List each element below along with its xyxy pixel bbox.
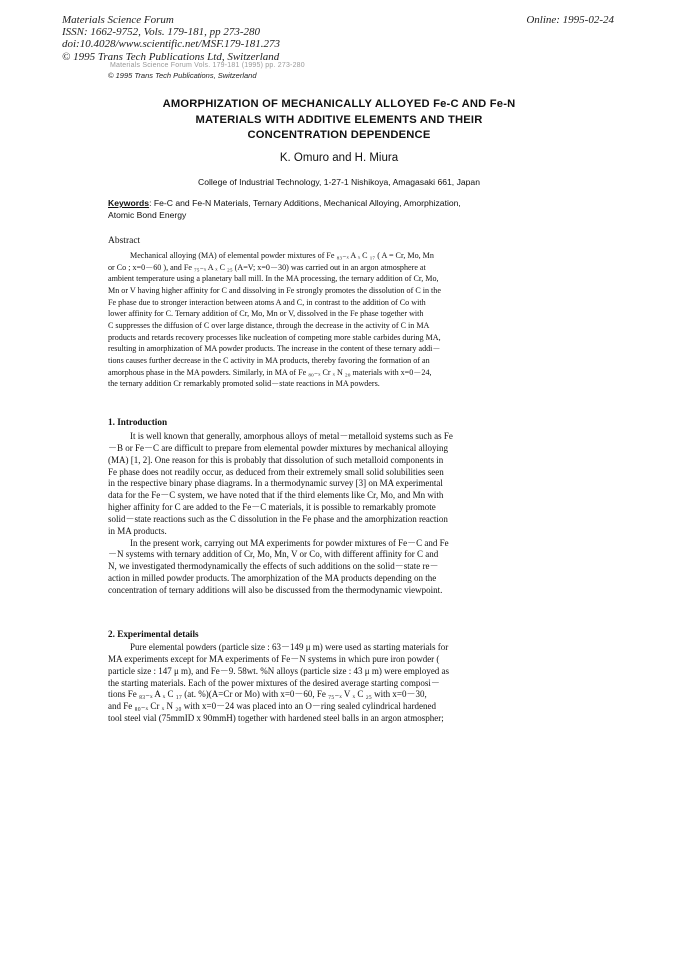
abstract-heading: Abstract <box>108 236 141 246</box>
copyright-line: © 1995 Trans Tech Publications Ltd, Switzerland <box>62 50 280 63</box>
keywords-text: : Fe-C and Fe-N Materials, Ternary Additions, Mechanical Alloying, Amorphization, <box>149 198 461 208</box>
abstract-line: products and retards recovery processes like nucleation of competing more stable carbides during MA, <box>108 332 441 342</box>
faint-citation-line: Materials Science Forum Vols. 179-181 (1995) pp. 273-280 <box>110 62 305 69</box>
body-line: It is well known that generally, amorphous alloys of metal－metalloid systems such as Fe <box>130 431 453 441</box>
body-line: Pure elemental powders (particle size : 63－149 μ m) were used as starting materials for <box>130 642 449 652</box>
abstract-body <box>108 250 542 390</box>
body-line: N, we investigated thermodynamically the effects of such additions on the solid－state re－ <box>108 561 439 572</box>
body-line: (MA) [1, 2]. One reason for this is probably that dissolution of such metalloid components in <box>108 454 444 465</box>
body-line: higher affinity for C are added to the Fe－C materials, it is possible to remarkably promote <box>108 502 436 513</box>
keywords <box>108 198 540 221</box>
body-line: solid－state reactions such as the C dissolution in the Fe phase and the amorphization reaction <box>108 513 448 524</box>
authors: K. Omuro and H. Miura <box>279 152 399 164</box>
title-line: MATERIALS WITH ADDITIVE ELEMENTS AND THEIR <box>195 113 483 126</box>
journal-header <box>62 14 280 63</box>
title-line: CONCENTRATION DEPENDENCE <box>247 129 431 141</box>
abstract-line: the ternary addition Cr remarkably promoted solid－state reactions in MA powders. <box>108 379 380 389</box>
body-line: －B or Fe－C are difficult to prepare from elemental powder mixtures by mechanical alloying <box>108 442 448 453</box>
body-line: and Fe ₈₀₋ₓ Cr ₓ N ₂₀ with x=0－24 was placed into an O－ring sealed cylindrical hardened <box>108 701 437 712</box>
online-date: Online: 1995-02-24 <box>526 14 614 26</box>
issn-line: ISSN: 1662-9752, Vols. 179-181, pp 273-280 <box>62 26 260 39</box>
abstract-line: Fe phase due to stronger interaction between atoms A and C, in contrast to the addition of Co with <box>108 297 426 307</box>
body-line: action in milled powder products. The amorphization of the MA products depending on the <box>108 573 437 584</box>
abstract-line: or Co ; x=0－60 ), and Fe ₇₅₋ₓ A ₓ C ₂₅ (A=V; x=0－30) was carried out in an argon atmosphere at <box>108 262 426 272</box>
section-heading-experimental: 2. Experimental details <box>108 629 199 639</box>
abstract-line: resulting in amorphization of MA powder products. The increase in the content of these ternary addi－ <box>108 344 441 354</box>
introduction-body <box>108 431 542 597</box>
body-line: the starting materials. Each of the power mixtures of the desired average starting composi－ <box>108 677 440 688</box>
abstract-line: amorphous phase in the MA powders. Similarly, in MA of Fe ₈₀₋ₓ Cr ₓ N ₂₀ materials with x=0－24, <box>108 367 432 377</box>
abstract-line: lower affinity for C. Ternary addition of Cr, Mo, Mn or V, dissolved in the Fe phase together with <box>108 309 424 319</box>
body-line: MA experiments except for MA experiments of Fe－N systems in which pure iron powder ( <box>108 653 440 664</box>
body-line: in the respective binary phase diagrams. In a thermodynamic survey [3] on MA experimental <box>108 478 443 489</box>
body-line: In the present work, carrying out MA experiments for powder mixtures of Fe－C and Fe <box>130 537 449 548</box>
abstract-line: tions causes further decrease in the C activity in MA products, thereby favoring the formation of an <box>108 355 430 365</box>
body-line: data for the Fe－C system, we have noted that if the third elements like Cr, Mo, and Mn with <box>108 490 444 501</box>
paper-title <box>90 97 588 144</box>
keywords-text: Atomic Bond Energy <box>108 209 187 220</box>
body-line: in MA products. <box>108 525 167 536</box>
abstract-line: C suppresses the diffusion of C over large distance, through the decrease in the activity of C in MA <box>108 320 430 330</box>
section-heading-introduction: 1. Introduction <box>108 417 168 427</box>
body-line: －N systems with ternary addition of Cr, Mo, Mn, V or Co, with different affinity for C and <box>108 549 439 560</box>
title-line: AMORPHIZATION OF MECHANICALLY ALLOYED Fe-C AND Fe-N <box>162 98 516 110</box>
body-line: particle size : 147 μ m), and Fe－9. 58wt. %N alloys (particle size : 43 μ m) were employed as <box>108 665 450 676</box>
body-line: tool steel vial (75mmID x 90mmH) together with hardened steel balls in an argon atmospher; <box>108 713 444 724</box>
doi-line: doi:10.4028/www.scientific.net/MSF.179-181.273 <box>62 38 281 51</box>
abstract-line: ambient temperature using a planetary ball mill. In the MA processing, the ternary addition of Cr, Mo, <box>108 274 439 284</box>
body-line: concentration of ternary additions will also be discussed from the thermodynamic viewpoint. <box>108 584 443 595</box>
body-line: Fe phase does not readily occur, as deduced from their extremely small solid solubilities seen <box>108 466 444 477</box>
journal-name: Materials Science Forum <box>62 14 174 26</box>
abstract-line: Mechanical alloying (MA) of elemental powder mixtures of Fe ₈₃₋ₓ A ₓ C ₁₇ ( A = Cr, Mo, Mn <box>130 251 434 260</box>
body-line: tions Fe ₈₃₋ₓ A ₓ C ₁₇ (at. %)(A=Cr or Mo) with x=0－60, Fe ₇₅₋ₓ V ₓ C ₂₅ with x=0－30, <box>108 689 427 700</box>
affiliation: College of Industrial Technology, 1-27-1 Nishikoya, Amagasaki 661, Japan <box>197 177 480 187</box>
publisher-copyright: © 1995 Trans Tech Publications, Switzerland <box>108 71 257 80</box>
abstract-line: Mn or V having higher affinity for C and dissolving in Fe strongly promotes the dissolution of C in the <box>108 285 441 295</box>
keywords-label: Keywords <box>108 198 150 208</box>
experimental-body <box>108 642 542 725</box>
